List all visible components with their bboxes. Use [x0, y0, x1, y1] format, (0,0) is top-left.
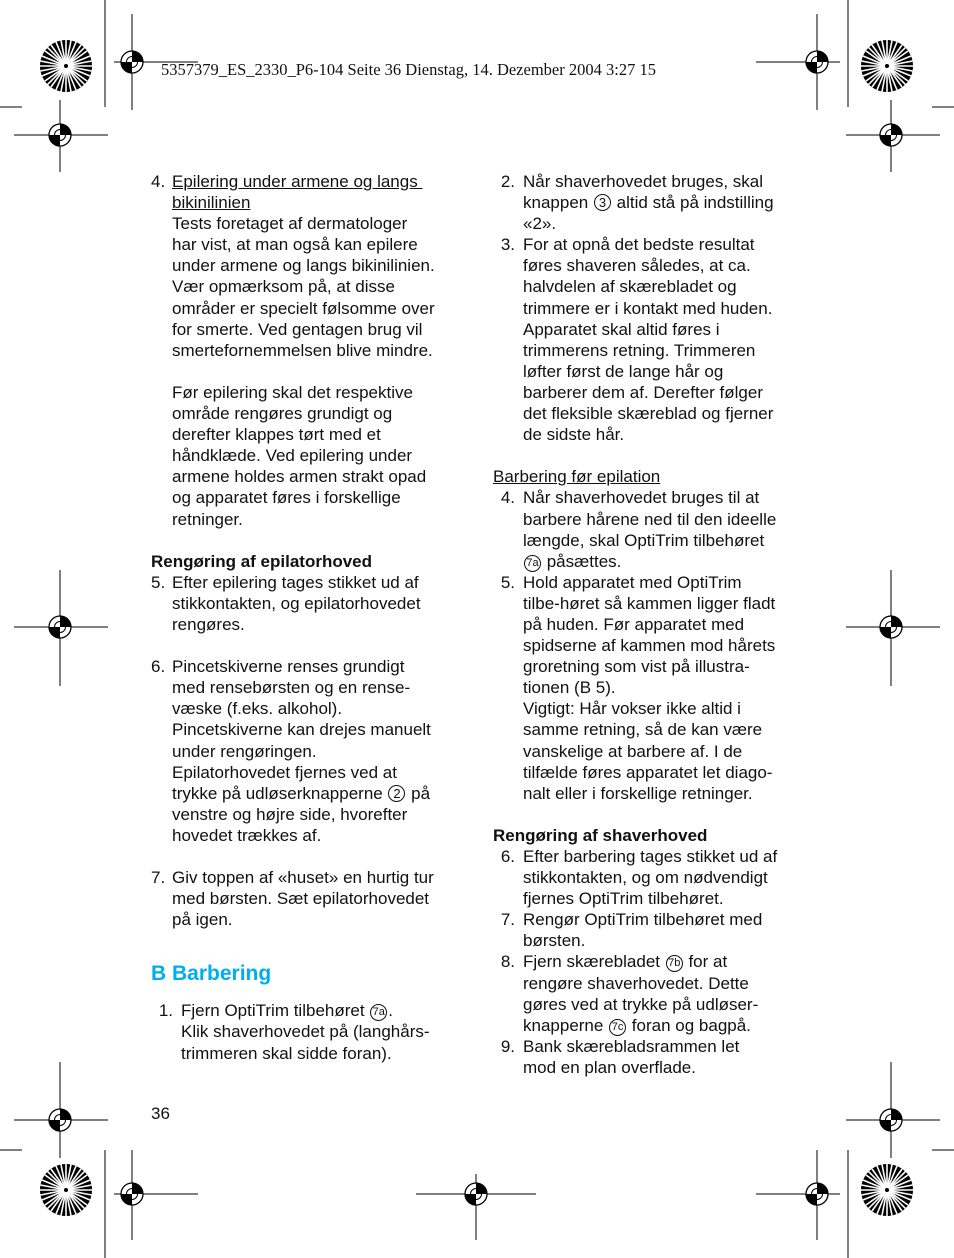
reference-number-icon: 7b	[666, 955, 683, 972]
text-line: fjernes OptiTrim tilbehøret.	[523, 889, 724, 909]
text-line	[523, 192, 813, 213]
list-item-4r	[493, 487, 813, 571]
text-fragment: for at	[683, 952, 728, 972]
list-item-8r	[493, 951, 813, 1035]
text-fragment: altid stå på indstilling	[611, 193, 774, 213]
item-number: 5.	[500, 572, 515, 592]
text-fragment: på	[406, 783, 431, 803]
page-number: 36	[151, 1104, 170, 1123]
text-line: føres shaveren således, at ca.	[523, 256, 751, 276]
text-fragment: Fjern OptiTrim tilbehøret	[181, 1001, 370, 1021]
text-line: Pincetskiverne kan drejes manuelt	[172, 720, 431, 740]
text-line: de sidste hår.	[523, 425, 625, 445]
text-line: venstre og højre side, hvorefter	[172, 804, 408, 824]
list-item-5r	[493, 572, 813, 804]
text-fragment: .	[388, 1001, 394, 1021]
item-number: 6.	[151, 657, 166, 677]
text-line: Giv toppen af «huset» en hurtig tur	[172, 868, 434, 888]
text-line: Vær opmærksom på, at disse	[172, 277, 395, 297]
list-item-2	[493, 171, 813, 234]
text-line: rengøre shaverhovedet. Dette	[523, 973, 749, 993]
text-line: har vist, at man også kan epilere	[172, 235, 418, 255]
text-line	[172, 783, 471, 804]
text-line: Apparatet skal altid føres i	[523, 319, 720, 339]
item-number: 1.	[158, 1001, 173, 1021]
reference-number-icon: 3	[594, 194, 611, 211]
item-number: 7.	[151, 868, 166, 888]
list-item-3	[493, 234, 813, 445]
text-fragment: Fjern skærebladet	[523, 952, 665, 972]
text-line: samme retning, så de kan være	[523, 720, 763, 740]
text-fragment: trykke på udløserknapperne	[172, 783, 388, 803]
text-line: Epilatorhovedet fjernes ved at	[172, 762, 397, 782]
item-number: 7.	[500, 910, 515, 930]
subheading-underlined: Barbering før epilation	[493, 467, 661, 487]
text-line: løfter først de lange hår og	[523, 361, 724, 381]
text-line	[523, 551, 813, 572]
text-line: armene holdes armen strakt opad	[172, 467, 427, 487]
text-line: med børsten. Sæt epilatorhovedet	[172, 889, 430, 909]
text-line: det fleksible skæreblad og fjerner	[523, 404, 774, 424]
text-line: Vigtigt: Hår vokser ikke altid i	[523, 699, 741, 719]
text-line: længde, skal OptiTrim tilbehøret	[523, 530, 765, 550]
text-line	[523, 1015, 813, 1036]
text-line: på huden. Før apparatet med	[523, 614, 745, 634]
text-line: tilbe-høret så kammen ligger fladt	[523, 593, 776, 613]
paragraph	[172, 382, 471, 530]
item-number: 4.	[500, 488, 515, 508]
text-line: under armene og langs bikinilinien.	[172, 256, 435, 276]
text-line: trimmere er i kontakt med huden.	[523, 298, 773, 318]
text-line: trimmeren skal sidde foran).	[181, 1043, 392, 1063]
item-number: 6.	[500, 847, 515, 866]
paragraph	[172, 213, 471, 361]
text-line: tionen (B 5).	[523, 678, 616, 698]
text-line: «2».	[523, 214, 557, 234]
text-line: Bank skærebladsrammen let	[523, 1036, 740, 1056]
item-number: 4.	[151, 172, 166, 191]
right-column	[493, 171, 813, 1078]
text-line: Tests foretaget af dermatologer	[172, 214, 408, 234]
text-line: stikkontakten, og om nødvendigt	[523, 868, 768, 888]
text-line: stikkontakten, og epilatorhovedet	[172, 593, 421, 613]
text-line: mod en plan overflade.	[523, 1057, 696, 1077]
text-line: Pincetskiverne renses grundigt	[172, 657, 405, 677]
list-item-7	[151, 867, 471, 930]
item-number: 8.	[500, 952, 515, 972]
item-number: 3.	[500, 235, 515, 255]
text-line: område rengøres grundigt og	[172, 404, 393, 424]
left-column	[151, 171, 471, 1064]
section-subheading: Epilering under armene og langs	[172, 172, 423, 191]
text-line: hovedet trækkes af.	[172, 825, 322, 845]
text-line: Efter barbering tages stikket ud af	[523, 847, 778, 866]
text-line: på igen.	[172, 910, 233, 930]
item-number: 9.	[500, 1036, 515, 1056]
text-line: trimmerens retning. Trimmeren	[523, 340, 756, 360]
text-fragment: foran og bagpå.	[627, 1015, 751, 1035]
text-line: groretning som vist på illustra-	[523, 657, 750, 677]
text-fragment: knappen	[523, 193, 593, 213]
text-line: børsten.	[523, 931, 586, 951]
text-line: nalt eller i forskellige retninger.	[523, 783, 753, 803]
text-line: gøres ved at trykke på udløser-	[523, 994, 759, 1014]
item-number: 2.	[500, 172, 515, 191]
text-line: for smerte. Ved gentagen brug vil	[172, 319, 423, 339]
list-item-6	[151, 656, 471, 846]
list-item-7r	[493, 909, 813, 951]
text-line: rengøres.	[172, 614, 245, 634]
text-line: Når shaverhovedet bruges til at	[523, 488, 760, 508]
text-line: halvdelen af skærebladet og	[523, 277, 737, 297]
text-line: Hold apparatet med OptiTrim	[523, 572, 742, 592]
item-number: 5.	[151, 572, 166, 592]
text-line: Før epilering skal det respektive	[172, 382, 413, 402]
text-line: retninger.	[172, 509, 243, 529]
list-item-b1	[151, 1000, 471, 1063]
text-line: Efter epilering tages stikket ud af	[172, 572, 419, 592]
text-fragment: knapperne	[523, 1015, 609, 1035]
text-line: væske (f.eks. alkohol).	[172, 699, 343, 719]
text-line: barbere hårene ned til den ideelle	[523, 509, 777, 529]
text-line: håndklæde. Ved epilering under	[172, 446, 413, 466]
text-line: Klik shaverhovedet på (langhårs-	[181, 1022, 430, 1042]
reference-number-icon: 2	[388, 785, 405, 802]
subheading: Rengøring af epilatorhoved	[151, 551, 373, 571]
text-fragment: påsættes.	[542, 551, 622, 571]
text-line: med rensebørsten og en rense-	[172, 678, 411, 698]
text-line: Rengør OptiTrim tilbehøret med	[523, 910, 763, 930]
text-line: spidserne af kammen mod hårets	[523, 636, 776, 656]
text-line: områder er specielt følsomme over	[172, 298, 435, 318]
text-line: Når shaverhovedet bruges, skal	[523, 172, 764, 191]
text-line: og apparatet føres i forskellige	[172, 488, 401, 508]
text-line: barberer dem af. Derefter følger	[523, 382, 763, 402]
text-line: vanskelige at barbere af. I de	[523, 741, 743, 761]
list-item-5	[151, 572, 471, 635]
text-line	[523, 951, 813, 972]
text-line: under rengøringen.	[172, 741, 317, 761]
section-title: B Barbering	[151, 962, 272, 986]
reference-number-icon: 7c	[609, 1019, 626, 1036]
text-line: derefter klappes tørt med et	[172, 425, 381, 445]
text-line: tilfælde føres apparatet let diago-	[523, 762, 773, 782]
section-subheading-cont: bikinilinien	[172, 193, 251, 213]
text-line: smertefornemmelsen blive mindre.	[172, 340, 433, 360]
list-item-6r	[493, 846, 813, 909]
list-item-9r	[493, 1036, 813, 1078]
text-line	[181, 1000, 471, 1021]
reference-number-icon: 7a	[524, 555, 541, 572]
reference-number-icon: 7a	[370, 1004, 387, 1021]
subheading: Rengøring af shaverhoved	[493, 825, 708, 845]
list-item-4	[151, 171, 471, 530]
print-header: 5357379_ES_2330_P6-104 Seite 36 Dienstag, 14. Dezember 2004 3:27 15	[161, 60, 656, 79]
text-line: For at opnå det bedste resultat	[523, 235, 755, 255]
